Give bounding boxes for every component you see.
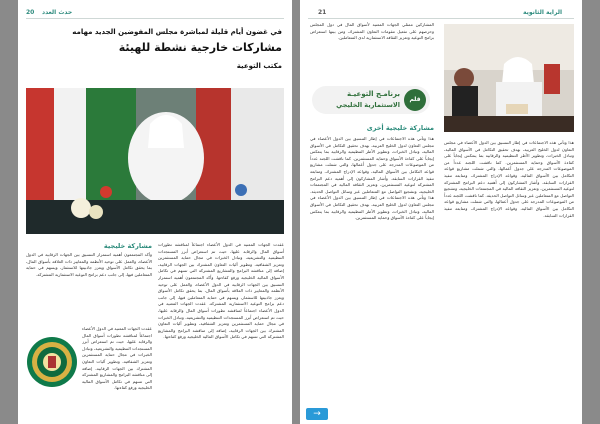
main-photo [26,88,284,234]
right-body-col1: هذا وتأتي هذه الاجتماعات في إطار التنسيق بين الدول الأعضاء في مجلس التعاون لدول الخليج العربية، بهدف تحقيق التكامل في الأسواق المالية، وتبادل الخبرات، وتطوير الأطر التنظيمية والرقابية بما ينعكس إيجاباً على كفاءة الأسواق وحماية المستثمرين. كما ناقشت اللجنة عدداً من الموضوعات المدرجة على جدول أعمالها، والتي شملت مشاريع قواعد التكامل بين الأسواق المالية، وقواعد الإدراج المشترك، ومتابعة تنفيذ القرارات السابقة. وأشار المشاركون إلى أهمية دعم البرامج المشتركة لتوعية المستثمرين، وتعزيز الثقافة المالية في المجتمعات الخليجية، وتشجيع التواصل مع المتعاملين عبر وسائل التواصل الحديثة. كما ناقشت اللجنة عدداً من الموضوعات المدرجة على جدول أعمالها، والتي شملت مشاريع قواعد التكامل بين الأسواق المالية، وقواعد الإدراج المشترك، ومتابعة تنفيذ القرارات السابقة. [444,140,574,218]
sidebar [26,242,152,408]
page-number: 20 [26,9,35,16]
right-body-top: المشاركين ممثلي الجهات المعنية لأسواق المال في دول المجلس وحرصهم على تفعيل مقومات التعاون المشترك، ومن بينها استعراض برامج التوعية وتعزيز الثقافة الاستثمارية لدى المتعاملين. [310,22,434,41]
right-sidebar-heading: مشاركة خليجية أخرى [366,124,434,132]
article-kicker: في غضون أيام قليلة لمباشرة مجلس المفوضين الجديد مهامه [72,28,282,36]
article-title: مشاركات خارجية نشطة للهيئة [118,41,282,54]
sidebar-text-2: عقدت الجهات المعنية في الدول الأعضاء اجتماعاً لمناقشة تطورات أسواق المال والرقابة عليها، حيث تم استعراض أبرز المستجدات التنظيمية والتشريعية، وتبادل الخبرات في مجال حماية المستثمرين وتعزيز الشفافية، وتطوير آليات التعاون المشترك بين الجهات الرقابية، إضافة إلى مناقشة البرامج والمشاريع المشتركة التي تسهم في تكامل الأسواق المالية الخليجية ورفع كفاءتها. [82,326,152,391]
header-rule [26,18,284,19]
program-subtitle: الاستثمارية الخليجي [336,101,400,109]
next-page-button[interactable]: → [306,408,328,420]
program-logo: قلم [404,89,426,111]
sidebar-heading: مشاركة خليجية [103,242,152,250]
sidebar-text: وأكد المجتمعون أهمية استمرار التنسيق بين الجهات الرقابية في الدول الأعضاء، والعمل على توحيد الأنظمة والمعايير ذات العلاقة بأسواق المال، بما يحقق تكامل الأسواق ويعزز جاذبيتها للاستثمار، ويسهم في حماية المتعاملين فيها، إلى جانب دعم برامج التوعية الاستثمارية المشتركة. [26,252,152,277]
left-page [18,0,292,424]
header-rule-right [308,18,574,19]
article-byline: مكتب التوعية [236,62,282,70]
right-photo [444,24,574,132]
program-banner [312,86,430,114]
page-number-right: 21 [318,9,327,16]
gcc-emblem [26,336,78,388]
right-page [300,0,582,424]
program-title: برنامـج التوعيـة [347,90,400,98]
article-body-col1: عقدت الجهات المعنية في الدول الأعضاء اجتماعاً لمناقشة تطورات أسواق المال والرقابة عليها، حيث تم استعراض أبرز المستجدات التنظيمية والتشريعية، وتبادل الخبرات في مجال حماية المستثمرين وتعزيز الشفافية، وتطوير آليات التعاون المشترك بين الجهات الرقابية، إضافة إلى مناقشة البرامج والمشاريع المشتركة التي تسهم في تكامل الأسواق المالية الخليجية ورفع كفاءتها. وأكد المجتمعون أهمية استمرار التنسيق بين الجهات الرقابية في الدول الأعضاء، والعمل على توحيد الأنظمة والمعايير ذات العلاقة بأسواق المال، بما يحقق تكامل الأسواق ويعزز جاذبيتها للاستثمار، ويسهم في حماية المتعاملين فيها، إلى جانب دعم برامج التوعية الاستثمارية المشتركة. عقدت الجهات المعنية في الدول الأعضاء اجتماعاً لمناقشة تطورات أسواق المال والرقابة عليها، حيث تم استعراض أبرز المستجدات التنظيمية والتشريعية، وتبادل الخبرات في مجال حماية المستثمرين وتعزيز الشفافية، وتطوير آليات التعاون المشترك بين الجهات الرقابية، إضافة إلى مناقشة البرامج والمشاريع المشتركة التي تسهم في تكامل الأسواق المالية الخليجية ورفع كفاءتها. [158,242,284,340]
sidebar-row [26,326,152,408]
section-label-right: الراية الثانوية [523,9,562,16]
right-body-col2: هذا وتأتي هذه الاجتماعات في إطار التنسيق بين الدول الأعضاء في مجلس التعاون لدول الخليج العربية، بهدف تحقيق التكامل في الأسواق المالية، وتبادل الخبرات، وتطوير الأطر التنظيمية والرقابية بما ينعكس إيجاباً على كفاءة الأسواق وحماية المستثمرين. كما ناقشت اللجنة عدداً من الموضوعات المدرجة على جدول أعمالها، والتي شملت مشاريع قواعد التكامل بين الأسواق المالية، وقواعد الإدراج المشترك، ومتابعة تنفيذ القرارات السابقة. وأشار المشاركون إلى أهمية دعم البرامج المشتركة لتوعية المستثمرين، وتعزيز الثقافة المالية في المجتمعات الخليجية، وتشجيع التواصل مع المتعاملين عبر وسائل التواصل الحديثة. هذا وتأتي هذه الاجتماعات في إطار التنسيق بين الدول الأعضاء في مجلس التعاون لدول الخليج العربية، بهدف تحقيق التكامل في الأسواق المالية، وتبادل الخبرات، وتطوير الأطر التنظيمية والرقابية بما ينعكس إيجاباً على كفاءة الأسواق وحماية المستثمرين. [310,136,434,221]
section-label: حدث العدد [42,9,73,16]
